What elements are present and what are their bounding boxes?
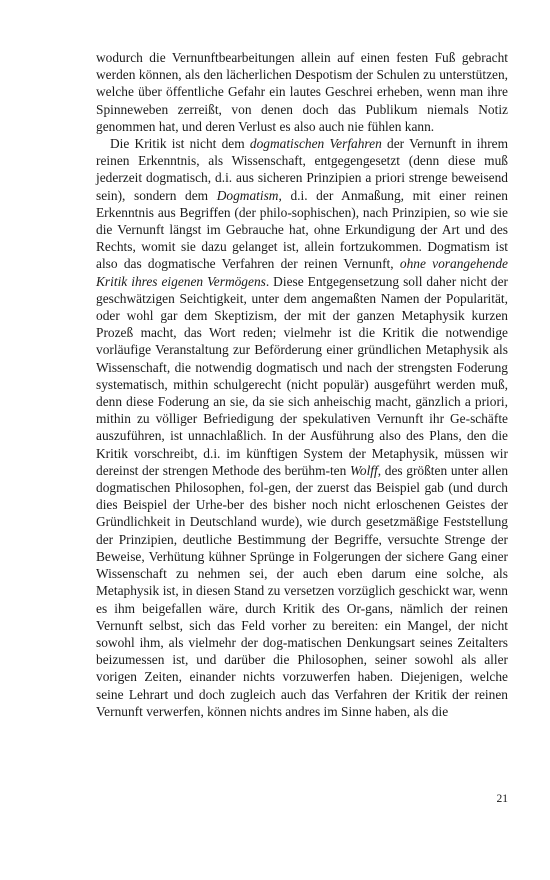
paragraph: Die Kritik ist nicht dem dogmatischen Verfahren der Vernunft in ihrem reinen Erkenntnis, als Wissenschaft, entgegengesetzt (denn diese muß jederzeit dogmatisch, d.i. aus sicheren Prinzipien a priori strenge beweisend sein), sondern dem Dogmatism, d.i. der Anmaßung, mit einer reinen Erkenntnis aus Begriffen (der philo-sophischen), nach Prinzipien, so wie sie die Vernunft längst im Gebrauche hat, ohne Erkundigung der Art und des Rechts, womit sie dazu gelanget ist, allein fortzukommen. Dogmatism ist also das dogmatische Verfahren der reinen Vernunft, ohne vorangehende Kritik ihres eigenen Vermögens. Diese Entgegensetzung soll daher nicht der geschwätzigen Seichtigkeit, unter dem angemaßten Namen der Popularität, oder wohl gar dem Skeptizism, der mit der ganzen Metaphysik kurzen Prozeß macht, das Wort reden; vielmehr ist die Kritik die notwendige vorläufige Veranstaltung zur Beförderung einer gründlichen Metaphysik als Wissenschaft, die notwendig dogmatisch und nach der strengsten Foderung systematisch, mithin schulgerecht (nicht populär) ausgeführt werden muß, denn diese Foderung an sie, da sie sich anheischig macht, gänzlich a priori, mithin zu völliger Befriedigung der spekulativen Vernunft ihr Ge-schäfte auszuführen, ist unnachlaßlich. In der Ausführung also des Plans, den die Kritik vorschreibt, d.i. im künftigen System der Metaphysik, müssen wir dereinst der strengen Methode des berühm-ten Wolff, des größten unter allen dogmatischen Philosophen, fol-gen, der zuerst das Beispiel gab (und durch dies Beispiel der Urhe-ber des bisher noch nicht erloschenen Geistes der Gründlichkeit in Deutschland wurde), wie durch gesetzmäßige Feststellung der Prinzipien, deutliche Bestimmung der Begriffe, versuchte Strenge der Beweise, Verhütung kühner Sprünge in Folgerungen der sichere Gang einer Wissenschaft zu nehmen sei, der auch eben darum eine solche, als Metaphysik ist, in diesen Stand zu versetzen vorzüglich geschickt war, wenn es ihm beigefallen wäre, durch Kritik des Or-gans, nämlich der reinen Vernunft selbst, sich das Feld vorher zu bereiten: ein Mangel, der nicht sowohl ihm, als vielmehr der dog-matischen Denkungsart seines Zeitalters beizumessen ist, und darüber die Philosophen, seiner sowohl als aller vorigen Zeiten, einander nichts vorzuwerfen haben. Diejenigen, welche seine Lehrart und doch zugleich auch das Verfahren der Kritik der reinen Vernunft verwerfen, können nichts andres im Sinne haben, als die <box>96 136 509 719</box>
emphasized-text: ohne vorangehende Kritik ihres eigenen Vermögens <box>96 256 509 289</box>
emphasized-text: dogmatischen Verfahren <box>249 136 382 152</box>
page-number: 21 <box>496 793 508 805</box>
emphasized-text: Dogmatism <box>216 187 279 203</box>
body-text <box>96 49 508 720</box>
emphasized-text: Wolff <box>349 462 378 478</box>
paragraph: wodurch die Vernunftbearbeitungen allein auf einen festen Fuß gebracht werden können, als den lächerlichen Despotism der Schulen zu unterstützen, welche über öffentliche Gefahr ein lautes Geschrei erheben, wenn man ihre Spinneweben zerreißt, von denen doch das Publikum niemals Notiz genommen hat, und deren Verlust es also auch nie fühlen kann. <box>96 50 508 134</box>
